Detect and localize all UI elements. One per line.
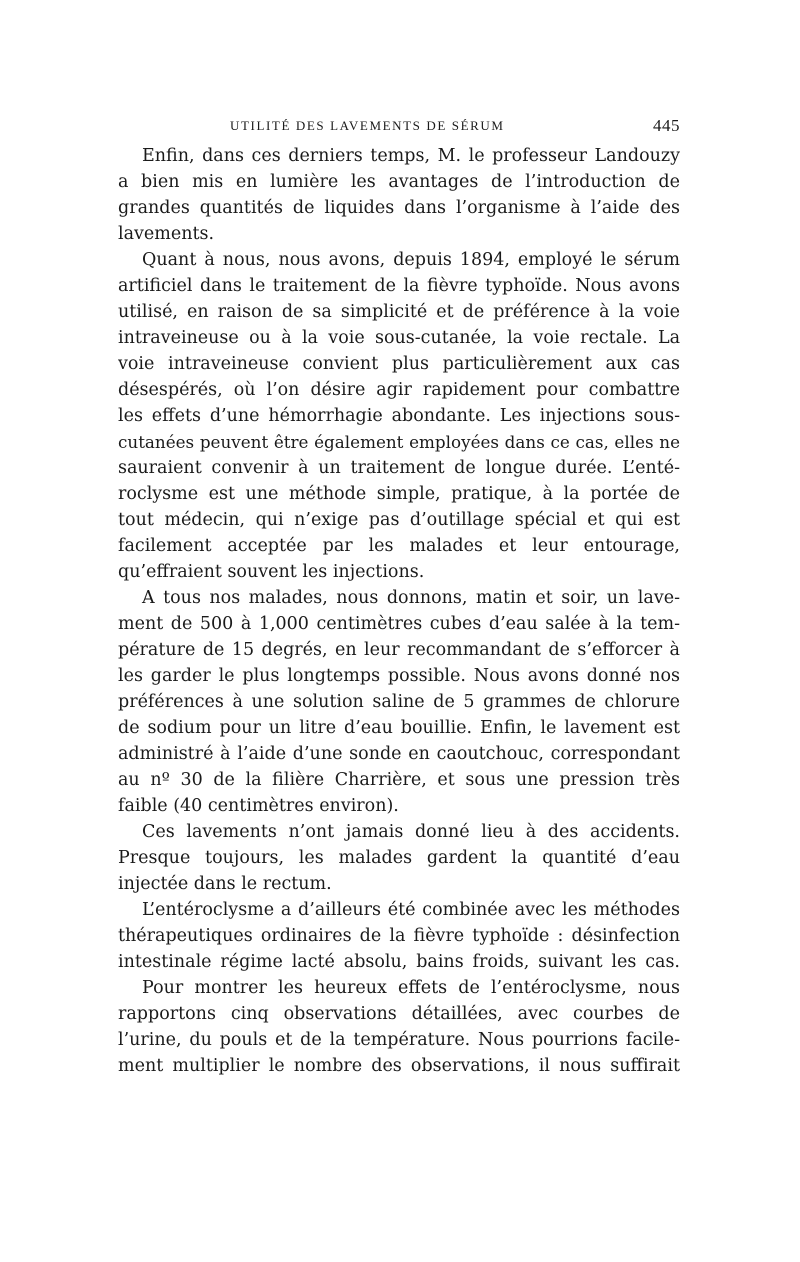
text-line: a bien mis en lumière les avantages de l’introduction de [118, 172, 680, 192]
text-line: intestinale régime lacté absolu, bains froids, suivant les cas. [118, 952, 680, 972]
text-line: administré à l’aide d’une sonde en caoutchouc, correspondant [118, 744, 680, 764]
text-line: ment de 500 à 1,000 centimètres cubes d’eau salée à la tem- [118, 614, 680, 634]
text-line: thérapeutiques ordinaires de la fièvre typhoïde : désinfection [118, 926, 680, 946]
text-line: cutanées peuvent être également employées dans ce cas, elles ne [118, 432, 680, 452]
text-line: grandes quantités de liquides dans l’organisme à l’aide des [118, 198, 680, 218]
text-line: l’urine, du pouls et de la température. Nous pourrions facile- [118, 1030, 680, 1050]
text-line: utilisé, en raison de sa simplicité et de préférence à la voie [118, 302, 680, 322]
text-line: injectée dans le rectum. [118, 874, 332, 894]
text-line: Ces lavements n’ont jamais donné lieu à des accidents. [142, 822, 680, 842]
text-line: facilement acceptée par les malades et leur entourage, [118, 536, 680, 556]
text-line: voie intraveineuse convient plus particulièrement aux cas [118, 354, 680, 374]
text-line: les effets d’une hémorrhagie abondante. Les injections sous- [118, 406, 680, 426]
text-line: tout médecin, qui n’exige pas d’outillage spécial et qui est [118, 510, 680, 530]
text-line: faible (40 centimètres environ). [118, 796, 399, 816]
text-line: roclysme est une méthode simple, pratique, à la portée de [118, 484, 680, 504]
text-line: A tous nos malades, nous donnons, matin et soir, un lave- [142, 588, 680, 608]
text-line: L’entéroclysme a d’ailleurs été combinée avec les méthodes [142, 900, 680, 920]
text-line: qu’effraient souvent les injections. [118, 562, 425, 582]
text-line: les garder le plus longtemps possible. Nous avons donné nos [118, 666, 680, 686]
text-line: sauraient convenir à un traitement de longue durée. L’enté- [118, 458, 680, 478]
page-number: 445 [653, 116, 680, 135]
text-line: artificiel dans le traitement de la fièvre typhoïde. Nous avons [118, 276, 680, 296]
text-line: rapportons cinq observations détaillées, avec courbes de [118, 1004, 680, 1024]
text-line: désespérés, où l’on désire agir rapidement pour combattre [118, 380, 680, 400]
text-line: Pour montrer les heureux effets de l’entéroclysme, nous [142, 978, 680, 998]
text-line: ment multiplier le nombre des observations, il nous suffirait [118, 1056, 680, 1076]
running-title: UTILITÉ DES LAVEMENTS DE SÉRUM [230, 118, 505, 133]
body-text [118, 143, 680, 1079]
running-head [118, 116, 680, 140]
text-line: lavements. [118, 224, 215, 244]
text-line: Quant à nous, nous avons, depuis 1894, employé le sérum [142, 250, 680, 270]
text-line: préférences à une solution saline de 5 grammes de chlorure [118, 692, 680, 712]
text-line: au nº 30 de la filière Charrière, et sous une pression très [118, 770, 680, 790]
text-line: Presque toujours, les malades gardent la quantité d’eau [118, 848, 680, 868]
text-line: Enfin, dans ces derniers temps, M. le professeur Landouzy [142, 146, 680, 166]
text-line: intraveineuse ou à la voie sous-cutanée, la voie rectale. La [118, 328, 680, 348]
text-line: de sodium pour un litre d’eau bouillie. Enfin, le lavement est [118, 718, 680, 738]
text-line: pérature de 15 degrés, en leur recommandant de s’efforcer à [118, 640, 680, 660]
